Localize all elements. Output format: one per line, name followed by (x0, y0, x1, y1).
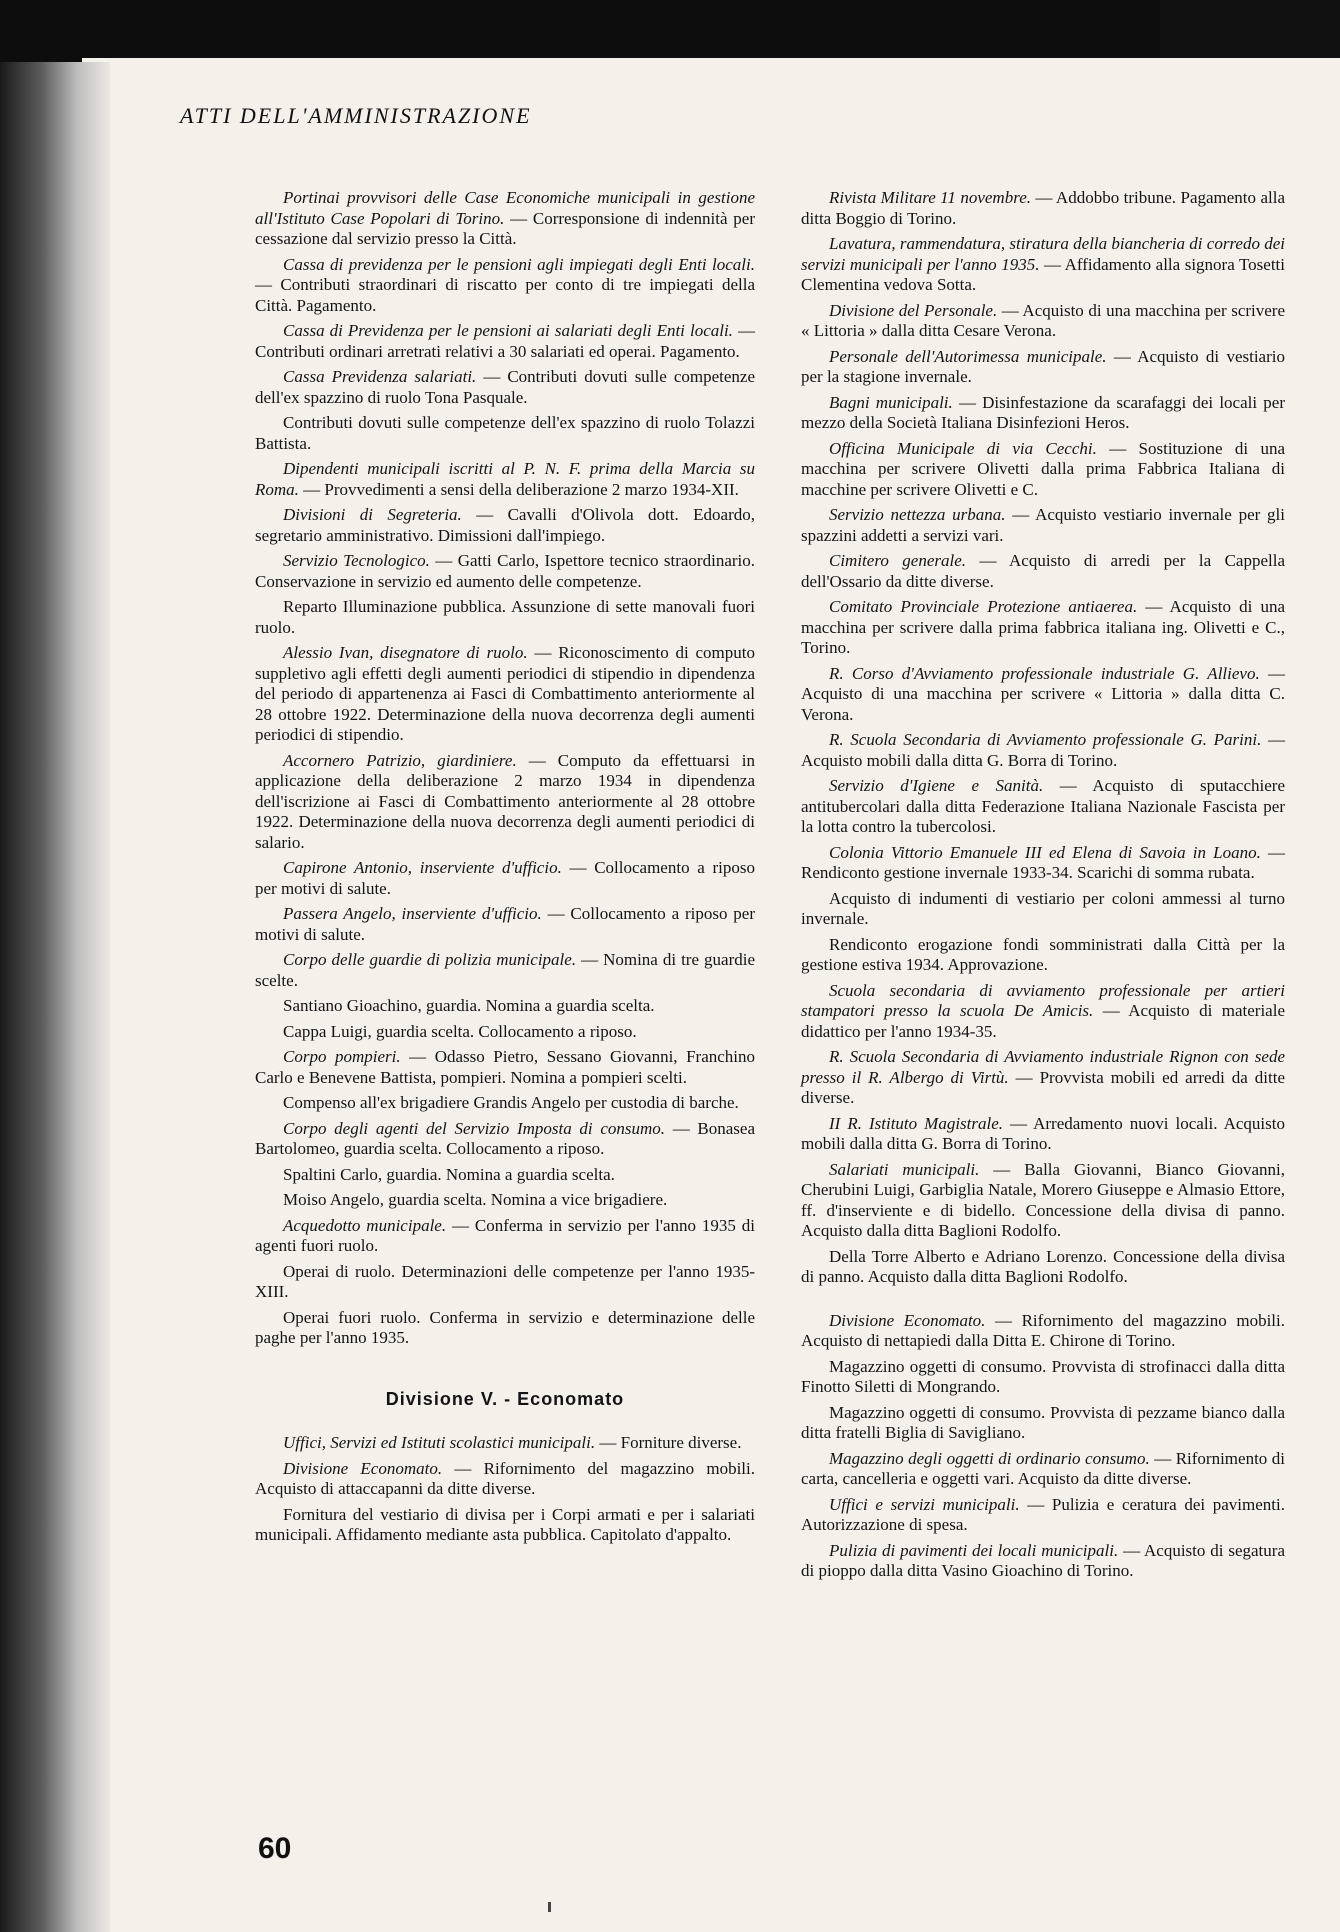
entry-text: — Rifornimento di carta, cancelleria e oggetti vari. Acquisto da ditte diverse. (801, 1448, 1285, 1488)
entry-title: Cassa di previdenza per le pensioni agli impiegati degli Enti locali. (283, 254, 755, 274)
entry-paragraph (255, 551, 755, 592)
entry-paragraph (801, 1047, 1285, 1109)
entry-paragraph (255, 1047, 755, 1088)
entry-paragraph (255, 1459, 755, 1500)
entry-title: Portinai provvisori delle Case Economiche municipali in gestione all'Istituto Case Popolari di Torino. (255, 188, 755, 228)
entry-title: Accornero Patrizio, giardiniere. (283, 750, 517, 770)
entry-paragraph (255, 1119, 755, 1160)
entry-title: Colonia Vittorio Emanuele III ed Elena di Savoia in Loano. (829, 842, 1261, 862)
entry-title: Passera Angelo, inserviente d'ufficio. (283, 904, 542, 923)
entry-paragraph (255, 505, 755, 546)
entry-text: Acquisto di indumenti di vestiario per coloni ammessi al turno invernale. (801, 888, 1285, 928)
entry-title: Capirone Antonio, inserviente d'ufficio. (283, 858, 562, 877)
entry-paragraph (801, 981, 1285, 1043)
entry-title: Dipendenti municipali iscritti al P. N. F. prima della Marcia su Roma. (255, 459, 755, 499)
entry-title: Lavatura, rammendatura, stiratura della biancheria di corredo dei servizi municipali per l'anno 1935. (801, 234, 1285, 274)
entry-paragraph (255, 255, 755, 317)
entry-title: Servizio nettezza urbana. (829, 505, 1006, 524)
entry-paragraph (255, 459, 755, 500)
entry-title: Divisione Economato. (829, 1310, 986, 1330)
entry-title: Personale dell'Autorimessa municipale. (829, 346, 1107, 366)
entry-paragraph (801, 664, 1285, 726)
entry-title: Uffici, Servizi ed Istituti scolastici municipali. (283, 1433, 596, 1452)
entry-text: Santiano Gioachino, guardia. Nomina a guardia scelta. (283, 996, 655, 1015)
entry-title: Servizio d'Igiene e Sanità. (829, 776, 1044, 795)
entry-text: — Acquisto vestiario invernale per gli spazzini addetti a servizi vari. (801, 505, 1286, 545)
right-entries (801, 188, 1285, 1288)
entry-text: — Contributi straordinari di riscatto per conto di tre impiegati della Città. Pagamento. (255, 275, 755, 315)
entry-title: Bagni municipali. (829, 392, 953, 412)
book-spine-shadow (0, 62, 110, 1932)
running-header: ATTI DELL'AMMINISTRAZIONE (180, 103, 532, 128)
entry-text: — Contributi dovuti sulle competenze dell'ex spazzino di ruolo Tona Pasquale. (255, 367, 755, 407)
section-heading: Divisione V. - Economato (385, 1388, 625, 1409)
entry-paragraph (801, 935, 1285, 976)
entry-text: — Riconoscimento di computo suppletivo agli effetti degli aumenti periodici di stipendio in dipendenza del periodo di appartenenza ai Fasci di Combattimento anteriormente al 28 ottobre 1922. Determinazione della nuova decorrenza degli aumenti periodici di stipendio. (255, 643, 755, 744)
page-number: 60 (258, 1832, 292, 1865)
entry-title: Cassa di Previdenza per le pensioni ai salariati degli Enti locali. (283, 321, 733, 340)
entry-text: — Sostituzione di una macchina per scrivere Olivetti dalla prima Fabbrica Italiana di macchine per scrivere Olivetti e C. (801, 438, 1285, 499)
entry-text: — Affidamento alla signora Tosetti Clementina vedova Sotta. (801, 254, 1285, 294)
entry-title: Officina Municipale di via Cecchi. (829, 438, 1097, 458)
entry-title: Pulizia di pavimenti dei locali municipali. (829, 1540, 1119, 1560)
entry-title: Rivista Militare 11 novembre. (829, 188, 1031, 207)
entry-text: Rendiconto erogazione fondi somministrati dalla Città per la gestione estiva 1934. Approvazione. (801, 934, 1285, 974)
left-entries-after (255, 1433, 755, 1546)
entry-title: Divisioni di Segreteria. (283, 505, 462, 524)
entry-title: Corpo pompieri. (283, 1047, 401, 1066)
entry-text: — Acquisto di vestiario per la stagione invernale. (801, 346, 1285, 386)
left-entries (255, 188, 755, 1349)
entry-text: Cappa Luigi, guardia scelta. Collocamento a riposo. (283, 1021, 637, 1041)
entry-paragraph (255, 1165, 755, 1186)
entry-text: Magazzino oggetti di consumo. Provvista di strofinacci dalla ditta Finotto Siletti di Mongrando. (801, 1356, 1285, 1396)
entry-paragraph (255, 188, 755, 250)
entry-paragraph (255, 904, 755, 945)
entry-title: Divisione del Personale. (829, 300, 998, 320)
entry-paragraph (255, 950, 755, 991)
entry-text: Reparto Illuminazione pubblica. Assunzione di sette manovali fuori ruolo. (255, 597, 755, 637)
entry-paragraph (255, 1190, 755, 1211)
entry-paragraph (255, 367, 755, 408)
entry-text: — Addobbo tribune. Pagamento alla ditta Boggio di Torino. (801, 188, 1285, 228)
entry-title: Acquedotto municipale. (283, 1215, 447, 1235)
right-column (801, 188, 1285, 1587)
scan-speck (548, 1902, 551, 1912)
entry-text: Fornitura del vestiario di divisa per i Corpi armati e per i salariati municipali. Affidamento mediante asta pubblica. Capitolato d'appalto. (255, 1504, 755, 1544)
entry-paragraph (255, 1505, 755, 1546)
entry-text: — Acquisto di materiale didattico per l'anno 1934-35. (801, 1001, 1285, 1041)
entry-paragraph (801, 1357, 1285, 1398)
entry-text: — Contributi ordinari arretrati relativi a 30 salariati ed operai. Pagamento. (255, 321, 755, 361)
entry-paragraph (255, 643, 755, 746)
entry-text: — Computo da effettuarsi in applicazione della deliberazione 2 marzo 1934 in dipendenza dell'iscrizione ai Fasci di Combattimento anteriormente al 28 ottobre 1922. Determinazione della nuova decorrenza degli aumenti periodici di salario. (255, 750, 755, 852)
entry-text: — Balla Giovanni, Bianco Giovanni, Cherubini Luigi, Garbiglia Natale, Morero Giuseppe e Almasio Ettore, ff. d'inserviente e di bidello. Concessione della divisa di panno. Acquisto dalla ditta Baglioni Rodolfo. (801, 1159, 1285, 1240)
entry-text: — Acquisto di una macchina per scrivere dalla prima fabbrica italiana ing. Olivetti e C., Torino. (801, 597, 1285, 657)
entry-text: — Rifornimento del magazzino mobili. Acquisto di attaccapanni da ditte diverse. (255, 1458, 755, 1498)
entry-paragraph (801, 505, 1285, 546)
entry-title: Alessio Ivan, disegnatore di ruolo. (283, 643, 528, 662)
entry-paragraph (255, 321, 755, 362)
entry-text: — Arredamento nuovi locali. Acquisto mobili dalla ditta G. Borra di Torino. (801, 1113, 1285, 1153)
top-scan-border (0, 0, 1340, 62)
entry-paragraph (255, 597, 755, 638)
entry-title: Magazzino degli oggetti di ordinario consumo. (829, 1448, 1150, 1468)
entry-text: — Acquisto di segatura di pioppo dalla ditta Vasino Gioachino di Torino. (801, 1540, 1285, 1580)
entry-text: Operai di ruolo. Determinazioni delle competenze per l'anno 1935-XIII. (255, 1261, 755, 1301)
entry-paragraph (255, 413, 755, 454)
entry-paragraph (801, 301, 1285, 342)
entry-title: R. Scuola Secondaria di Avviamento professionale G. Parini. (829, 730, 1262, 749)
entry-title: Servizio Tecnologico. (283, 551, 430, 570)
entry-title: Scuola secondaria di avviamento professionale per artieri stampatori presso la scuola De Amicis. (801, 980, 1285, 1020)
entry-paragraph (801, 1541, 1285, 1582)
entry-text: — Provvedimenti a sensi della deliberazione 2 marzo 1934-XII. (298, 479, 739, 499)
entry-text: Spaltini Carlo, guardia. Nomina a guardia scelta. (283, 1164, 615, 1184)
entry-paragraph (801, 393, 1285, 434)
entry-text: Magazzino oggetti di consumo. Provvista di pezzame bianco dalla ditta fratelli Biglia di Savigliano. (801, 1402, 1285, 1442)
entry-paragraph (255, 858, 755, 899)
entry-text: — Collocamento a riposo per motivi di salute. (255, 904, 756, 944)
entry-paragraph (801, 1449, 1285, 1490)
entry-paragraph (801, 730, 1285, 771)
entry-text: — Forniture diverse. (595, 1433, 742, 1452)
left-column (255, 188, 755, 1551)
entry-text: — Cavalli d'Olivola dott. Edoardo, segretario amministrativo. Dimissioni dall'impiego. (255, 505, 755, 545)
entry-paragraph (801, 1495, 1285, 1536)
entry-text: — Nomina di tre guardie scelte. (255, 950, 755, 990)
entry-text: Operai fuori ruolo. Conferma in servizio e determinazione delle paghe per l'anno 1935. (255, 1307, 755, 1347)
entry-title: Divisione Economato. (283, 1458, 443, 1478)
entry-paragraph (801, 1403, 1285, 1444)
entry-text: — Odasso Pietro, Sessano Giovanni, Franchino Carlo e Benevene Battista, pompieri. Nomina a pompieri scelti. (255, 1047, 756, 1087)
entry-paragraph (801, 439, 1285, 501)
entry-paragraph (255, 1022, 755, 1043)
entry-text: — Acquisto di sputacchiere antitubercolari dalla ditta Federazione Italiana Nazionale Fascista per la lotta contro la tubercolosi. (801, 776, 1285, 836)
entry-text: Moiso Angelo, guardia scelta. Nomina a vice brigadiere. (283, 1190, 668, 1209)
entry-text: — Pulizia e ceratura dei pavimenti. Autorizzazione di spesa. (801, 1494, 1285, 1534)
entry-paragraph (801, 1247, 1285, 1288)
entry-paragraph (255, 751, 755, 854)
entry-title: Comitato Provinciale Protezione antiaerea. (829, 597, 1138, 616)
entry-text: — Rifornimento del magazzino mobili. Acquisto di nettapiedi dalla Ditta E. Chirone di Torino. (801, 1310, 1285, 1350)
entry-paragraph (255, 1093, 755, 1114)
entry-paragraph (255, 1308, 755, 1349)
entry-paragraph (255, 1216, 755, 1257)
entry-paragraph (255, 996, 755, 1017)
entry-paragraph (801, 1160, 1285, 1242)
entry-text: — Acquisto di arredi per la Cappella dell'Ossario da ditte diverse. (801, 551, 1285, 591)
entry-text: — Acquisto di una macchina per scrivere « Littoria » dalla ditta Cesare Verona. (801, 300, 1285, 340)
entry-paragraph (801, 551, 1285, 592)
entry-paragraph (801, 597, 1285, 659)
entry-text: — Gatti Carlo, Ispettore tecnico straordinario. Conservazione in servizio ed aumento delle competenze. (255, 551, 755, 591)
column-gap (801, 1293, 1285, 1311)
entry-paragraph (801, 1311, 1285, 1352)
entry-title: R. Corso d'Avviamento professionale industriale G. Allievo. (829, 663, 1260, 683)
entry-text: Contributi dovuti sulle competenze dell'ex spazzino di ruolo Tolazzi Battista. (255, 413, 755, 453)
entry-paragraph (801, 1114, 1285, 1155)
entry-text: — Provvista mobili ed arredi da ditte diverse. (801, 1067, 1285, 1107)
entry-text: — Acquisto di una macchina per scrivere « Littoria » dalla ditta C. Verona. (801, 663, 1286, 724)
entry-text: — Collocamento a riposo per motivi di salute. (255, 858, 755, 898)
entry-text: — Disinfestazione da scarafaggi dei locali per mezzo della Società Italiana Disinfezioni Heros. (801, 392, 1285, 432)
entry-text: Compenso all'ex brigadiere Grandis Angelo per custodia di barche. (283, 1093, 739, 1112)
entry-paragraph (255, 1262, 755, 1303)
entry-title: Cassa Previdenza salariati. (283, 367, 477, 386)
entry-text: Della Torre Alberto e Adriano Lorenzo. Concessione della divisa di panno. Acquisto dalla ditta Baglioni Rodolfo. (801, 1246, 1285, 1286)
entry-paragraph (255, 1433, 755, 1454)
entry-paragraph (801, 188, 1285, 229)
entry-title: Corpo degli agenti del Servizio Imposta di consumo. (283, 1118, 666, 1138)
entry-text: — Acquisto mobili dalla ditta G. Borra di Torino. (801, 730, 1285, 770)
entry-paragraph (801, 889, 1285, 930)
entry-title: II R. Istituto Magistrale. (829, 1113, 1004, 1133)
entry-title: Salariati municipali. (829, 1159, 980, 1179)
entry-text: — Corresponsione di indennità per cessazione dal servizio presso la Città. (255, 208, 756, 248)
entry-text: — Conferma in servizio per l'anno 1935 di agenti fuori ruolo. (255, 1215, 755, 1255)
entry-text: — Bonasea Bartolomeo, guardia scelta. Collocamento a riposo. (255, 1118, 755, 1158)
entry-paragraph (801, 234, 1285, 296)
entry-paragraph (801, 347, 1285, 388)
entry-title: Cimitero generale. (829, 551, 967, 570)
entry-text: — Rendiconto gestione invernale 1933-34. Scarichi di somma rubata. (801, 842, 1285, 882)
entry-paragraph (801, 776, 1285, 838)
entry-title: R. Scuola Secondaria di Avviamento industriale Rignon con sede presso il R. Albergo di Virtù. (801, 1047, 1285, 1087)
entry-title: Uffici e servizi municipali. (829, 1494, 1020, 1514)
right-entries-after (801, 1311, 1285, 1582)
entry-title: Corpo delle guardie di polizia municipale. (283, 950, 577, 969)
entry-paragraph (801, 843, 1285, 884)
